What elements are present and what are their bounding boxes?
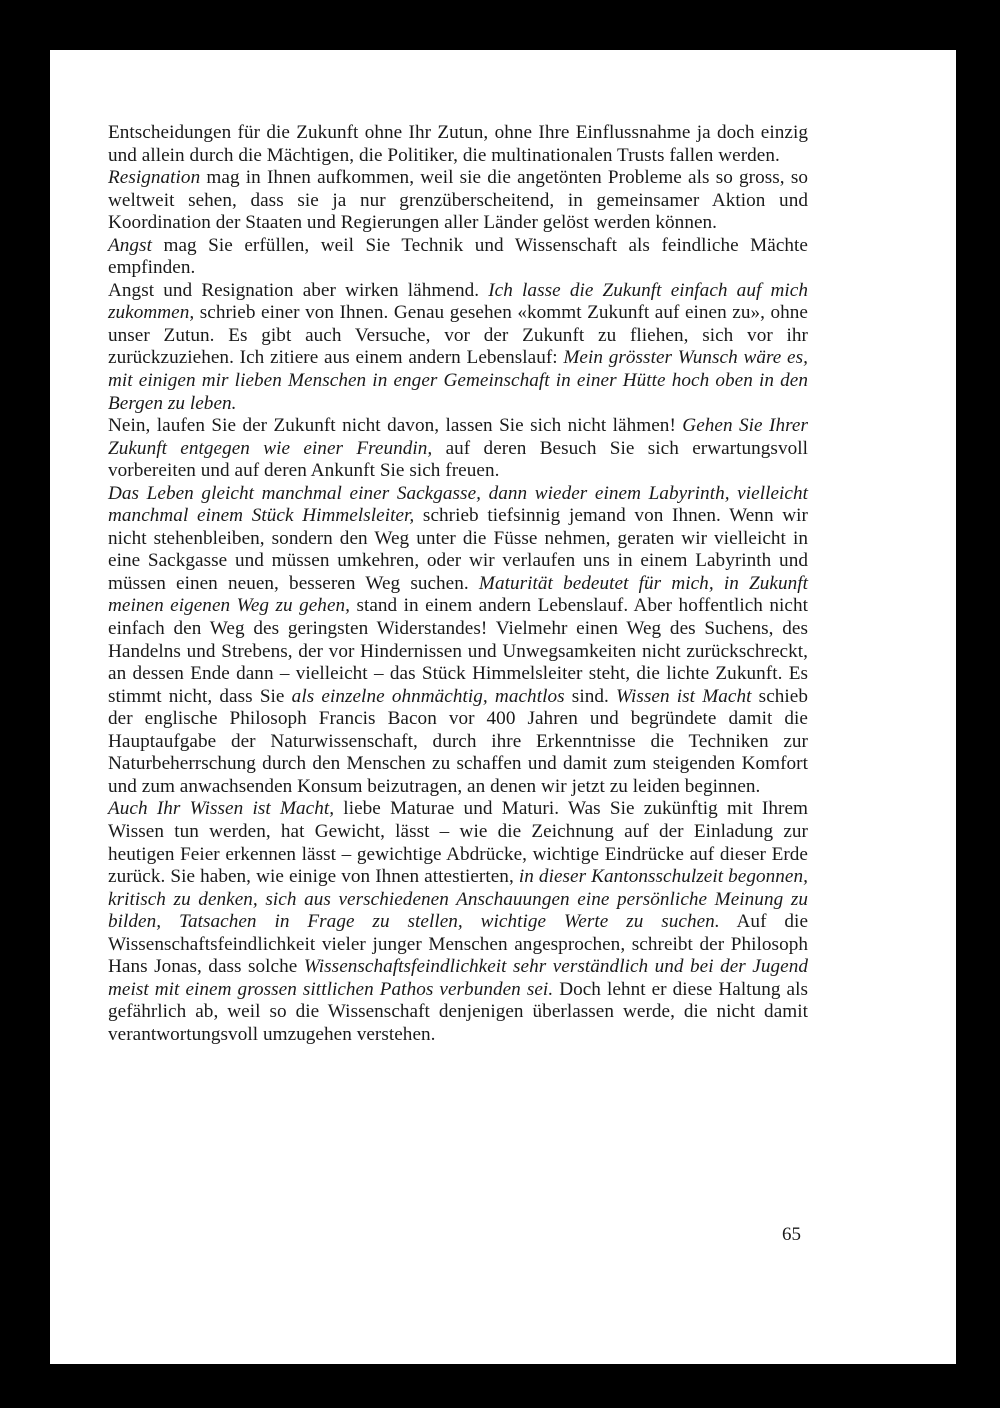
text-run: mag in Ihnen aufkommen, weil sie die angetönten Probleme als so gross, so weltweit sehen, dass sie ja nur grenzüberscheitend, in gemeinsamer Aktion und Koordination der Staaten und Regierungen aller Länder gelöst werden können. — [108, 167, 808, 234]
text-run: schieb der englische Philosoph Francis Bacon vor 400 Jahren und begründete damit die Hauptaufgabe der Naturwissenschaft, durch ihre Erkenntnisse die Techniken zur Naturbeherrschung durch den Menschen zu schaffen und damit zum steigenden Komfort und zum anwachsenden Konsum beizutragen, an denen wir jetzt zu leiden beginnen. — [108, 685, 808, 797]
italic-quote: Wissenschaftsfeindlichkeit sehr verständlich und bei der Jugend meist mit einem grossen sittlichen Pathos verbunden sei. — [108, 956, 808, 1000]
italic-quote: Resignation — [108, 167, 201, 189]
italic-quote: Mein grösster Wunsch wäre es, mit einigen mir lieben Menschen in enger Gemeinschaft in einer Hütte hoch oben in den Bergen zu leben. — [108, 347, 808, 414]
italic-quote: Wissen ist Macht — [616, 685, 752, 707]
document-page — [50, 50, 956, 1364]
text-run: sind. — [564, 685, 616, 707]
italic-quote: Maturität bedeutet für mich, in Zukunft meinen eigenen Weg zu gehen, — [108, 572, 808, 617]
text-run: Auf die Wissenschaftsfeindlichkeit vieler junger Menschen angesprochen, schreibt der Philosoph Hans Jonas, dass solche — [108, 911, 809, 978]
italic-quote: in dieser Kantonsschulzeit begonnen, kritisch zu denken, sich aus verschiedenen Anschauungen eine persönliche Meinung zu bilden, Tatsachen in Frage zu stellen, wichtige Werte zu suchen. — [108, 866, 808, 933]
text-run: mag Sie erfüllen, weil Sie Technik und Wissenschaft als feindliche Mächte empfinden. — [108, 234, 808, 279]
paragraph — [108, 122, 808, 167]
italic-quote: als einzelne ohnmächtig, machtlos — [291, 685, 565, 707]
text-run: auf deren Besuch Sie sich erwartungsvoll vorbereiten und auf deren Ankunft Sie sich freuen. — [108, 437, 808, 482]
italic-quote: Angst — [108, 234, 152, 256]
italic-quote: Ich lasse die Zukunft einfach auf mich zukommen, — [108, 279, 808, 324]
text-run: schrieb einer von Ihnen. Genau gesehen «kommt Zukunft auf einen zu», ohne unser Zutun. Es gibt auch Versuche, vor der Zukunft zu fliehen, sich vor ihr zurückzuziehen. Ich zitiere aus einem andern Lebenslauf: — [108, 302, 808, 369]
italic-quote: Das Leben gleicht manchmal einer Sackgasse, dann wieder einem Labyrinth, vielleicht manchmal einem Stück Himmelsleiter, — [108, 482, 808, 527]
text-run: stand in einem andern Lebenslauf. Aber hoffentlich nicht einfach den Weg des geringsten Widerstandes! Vielmehr einen Weg des Suchens, des Handelns und Strebens, der vor Hindernissen und Unwegsamkeiten nicht zurückschreckt, an dessen Ende dann – vielleicht – das Stück Himmelsleiter steht, die lichte Zukunft. Es stimmt nicht, dass Sie — [108, 595, 808, 707]
text-run: Entscheidungen für die Zukunft ohne Ihr Zutun, ohne Ihre Einflussnahme ja doch einzig und allein durch die Mächtigen, die Politiker, die multinationalen Trusts fallen werden. — [108, 122, 808, 166]
paragraph — [108, 280, 808, 415]
text-run: Nein, laufen Sie der Zukunft nicht davon, lassen Sie sich nicht lähmen! — [108, 415, 683, 437]
paragraph — [108, 415, 808, 483]
text-run: Doch lehnt er diese Haltung als gefährlich ab, weil so die Wissenschaft denjenigen überlassen werde, die nicht damit verantwortungsvoll umzugehen verstehen. — [108, 978, 808, 1045]
paragraph — [108, 483, 808, 799]
page-number: 65 — [782, 1224, 801, 1245]
paragraph — [108, 798, 808, 1046]
italic-quote: Auch Ihr Wissen ist Macht, — [108, 798, 335, 820]
paragraph — [108, 235, 808, 280]
body-text — [108, 122, 808, 1046]
paragraph — [108, 167, 808, 235]
text-run: schrieb tiefsinnig jemand von Ihnen. Wenn wir nicht stehenbleiben, sondern den Weg unter die Füsse nehmen, geraten wir vielleicht in eine Sackgasse und müssen umkehren, oder wir verlaufen uns in einem Labyrinth und müssen einen neuen, besseren Weg suchen. — [108, 505, 808, 594]
italic-quote: Gehen Sie Ihrer Zukunft entgegen wie einer Freundin, — [108, 415, 808, 459]
text-run: liebe Maturae und Maturi. Was Sie zukünftig mit Ihrem Wissen tun werden, hat Gewicht, lässt – wie die Zeichnung auf der Einladung zur heutigen Feier erkennen lässt – gewichtige Abdrücke, wichtige Eindrücke auf dieser Erde zurück. Sie haben, wie einige von Ihnen attestierten, — [108, 798, 808, 888]
text-run: Angst und Resignation aber wirken lähmend. — [108, 279, 489, 301]
